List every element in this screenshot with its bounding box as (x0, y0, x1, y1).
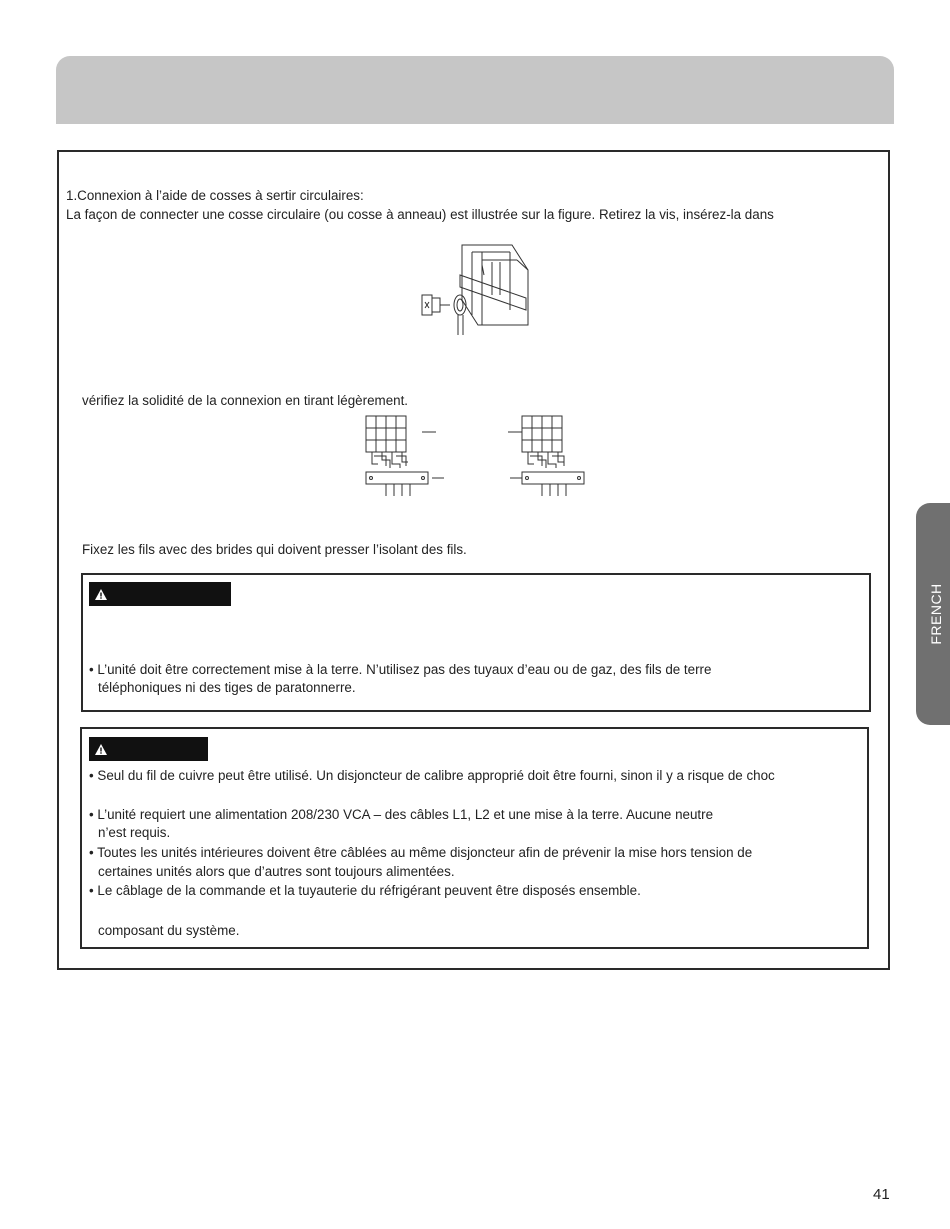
warning-label (89, 582, 231, 606)
warning2-line: • L’unité requiert une alimentation 208/230 VCA – des câbles L1, L2 et une mise à la terre. Aucune neutre (89, 807, 714, 822)
warning-triangle-icon (95, 744, 107, 755)
check-text: vérifiez la solidité de la connexion en tirant légèrement. (82, 393, 409, 408)
warning1-bullet-line2: téléphoniques ni des tiges de paratonnerre. (98, 680, 356, 695)
warning2-line: • Seul du fil de cuivre peut être utilisé. Un disjoncteur de calibre approprié doit être fourni, sinon il y a risque de choc (89, 768, 775, 783)
language-tab-label: FRENCH (928, 583, 944, 645)
warning2-line: • Toutes les unités intérieures doivent être câblées au même disjoncteur afin de prévenir la mise hors tension de (89, 845, 753, 860)
warning1-bullet-line1: • L’unité doit être correctement mise à la terre. N’utilisez pas des tuyaux d’eau ou de gaz, des fils de terre (89, 662, 712, 677)
language-tab (916, 503, 950, 725)
warning-triangle-icon (95, 589, 107, 600)
page-number: 41 (873, 1186, 890, 1203)
warning-label (89, 737, 208, 761)
fix-text: Fixez les fils avec des brides qui doivent presser l’isolant des fils. (82, 542, 467, 557)
step1-heading: 1.Connexion à l’aide de cosses à sertir circulaires: (66, 188, 364, 203)
warning2-line: • Le câblage de la commande et la tuyauterie du réfrigérant peuvent être disposés ensemble. (89, 883, 641, 898)
step1-text: La façon de connecter une cosse circulaire (ou cosse à anneau) est illustrée sur la figure. Retirez la vis, insérez-la dans (66, 207, 774, 222)
warning2-line: certaines unités alors que d’autres sont toujours alimentées. (98, 864, 455, 879)
wiring-diagram-left (362, 412, 452, 502)
ring-terminal-figure (412, 240, 534, 340)
warning2-line: composant du système. (98, 923, 240, 938)
wiring-diagram-right (506, 412, 596, 502)
warning2-line: n’est requis. (98, 825, 171, 840)
header-band (56, 56, 894, 124)
